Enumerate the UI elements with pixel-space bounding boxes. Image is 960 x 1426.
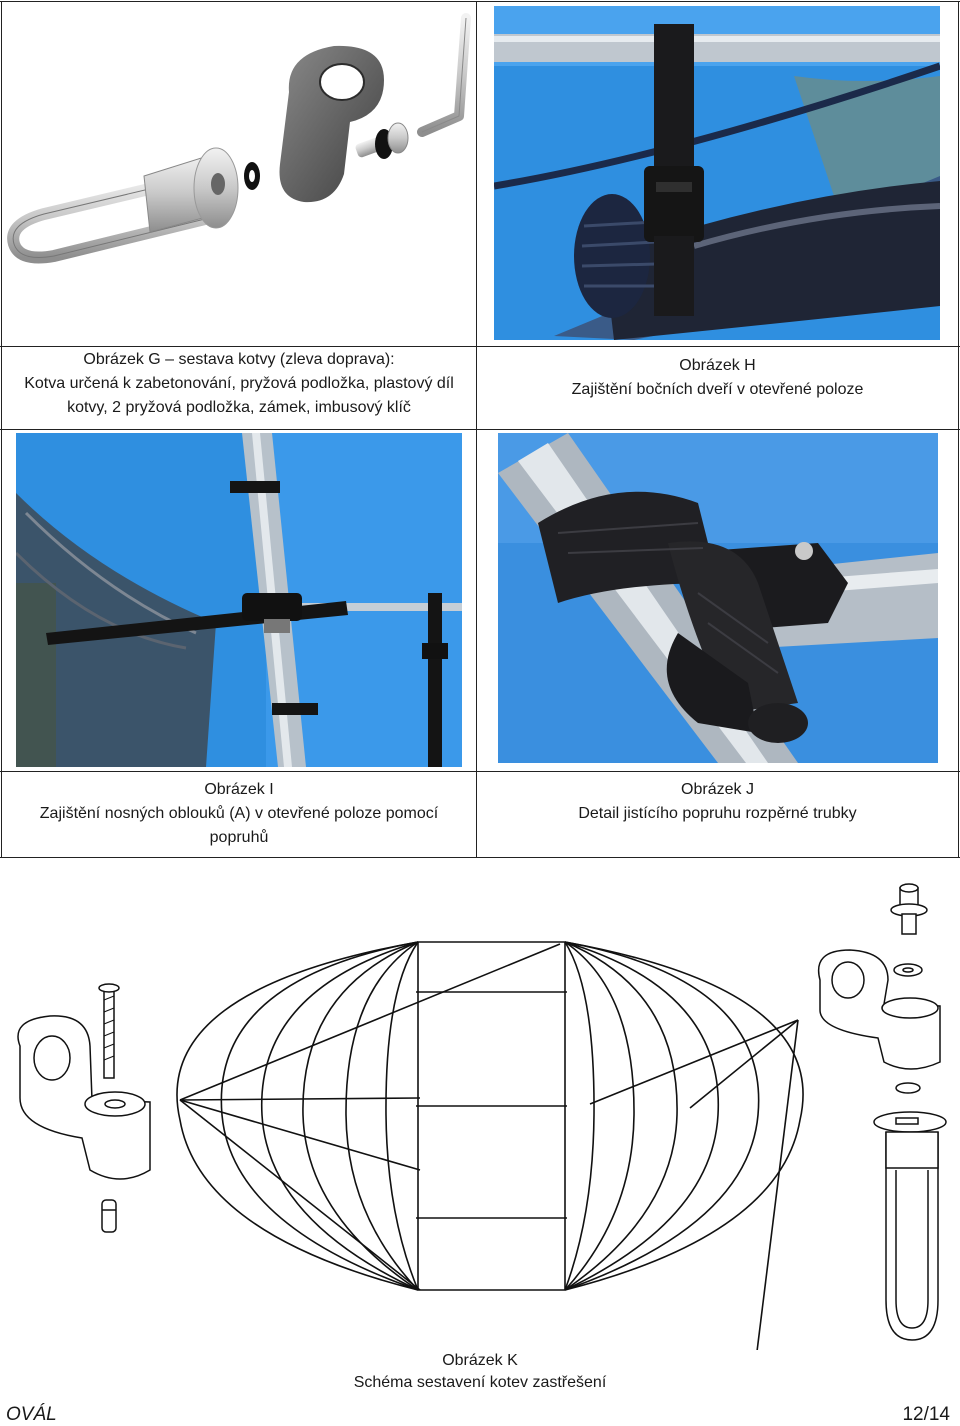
figure-j-line2: Detail jistícího popruhu rozpěrné trubky — [578, 805, 857, 822]
figure-k-caption — [0, 1350, 960, 1394]
figure-h-image — [494, 6, 940, 340]
page-number: 12/14 — [902, 1404, 950, 1425]
figure-j-caption — [477, 778, 958, 826]
figure-g-line2: Kotva určená k zabetonování, pryžová podložka, plastový díl — [24, 375, 454, 392]
figure-i-image — [16, 433, 462, 767]
figure-i-caption — [2, 778, 476, 850]
figure-i-line2: Zajištění nosných oblouků (A) v otevřené poloze pomocí — [39, 805, 439, 822]
figure-j-title: Obrázek J — [681, 781, 754, 798]
figure-g-title: Obrázek G – sestava kotvy (zleva doprava): — [83, 351, 395, 368]
figure-h-caption — [477, 354, 958, 402]
figure-k-diagram — [0, 870, 960, 1350]
figure-k-line2: Schéma sestavení kotev zastřešení — [353, 1374, 607, 1391]
figure-h-title: Obrázek H — [679, 357, 756, 374]
figure-j-image — [498, 433, 938, 763]
figure-h-line2: Zajištění bočních dveří v otevřené poloze — [571, 381, 864, 398]
figure-k-title: Obrázek K — [442, 1352, 518, 1369]
figure-i-title: Obrázek I — [204, 781, 274, 798]
figure-g-line3: kotvy, 2 pryžová podložka, zámek, imbusový klíč — [67, 399, 411, 416]
figure-g-image — [4, 4, 474, 344]
figure-g-caption — [2, 348, 476, 420]
footer-brand: OVÁL — [6, 1404, 57, 1425]
figure-i-line3: popruhů — [209, 829, 269, 846]
